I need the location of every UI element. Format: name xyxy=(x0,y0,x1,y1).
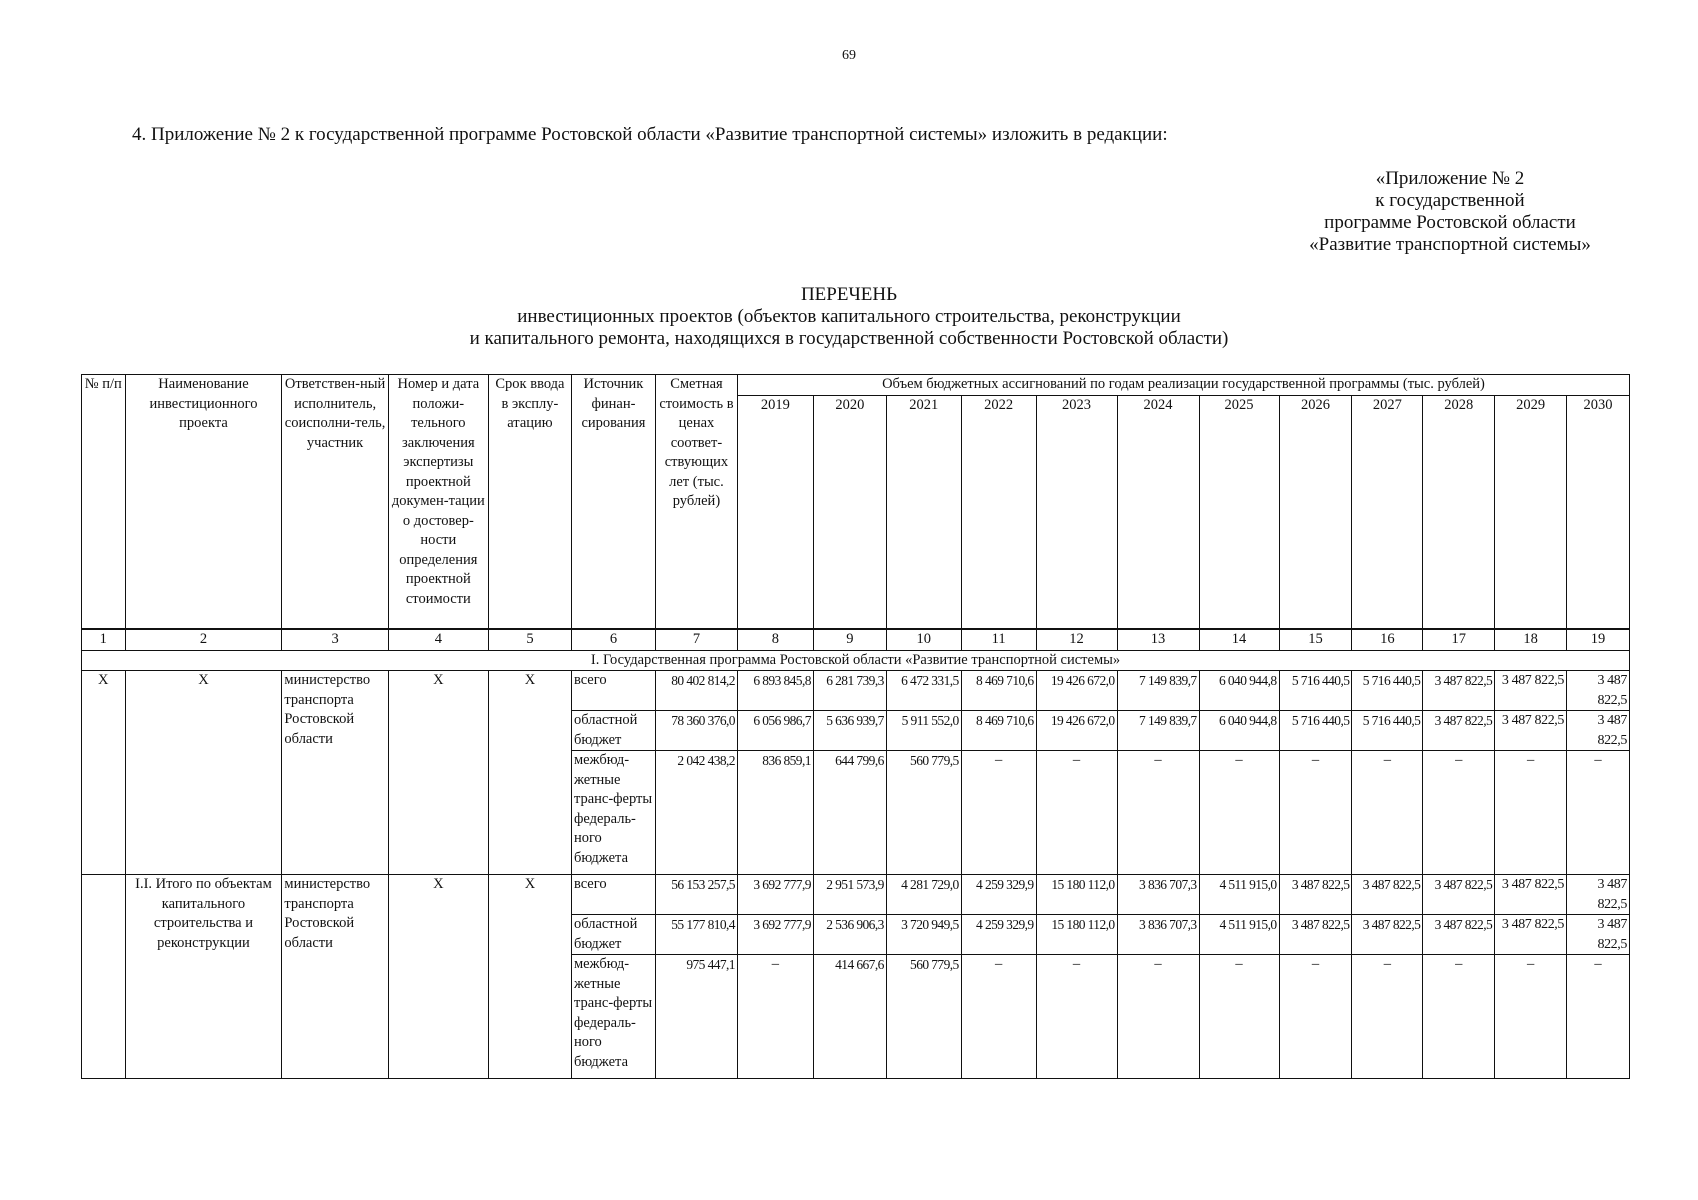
table-row xyxy=(82,671,1630,711)
column-number: 12 xyxy=(1036,629,1117,650)
cell-year-2021: 5 911 552,0 xyxy=(886,711,961,751)
cell-term: X xyxy=(488,875,571,1079)
appendix-caption xyxy=(1250,168,1650,256)
cell-year-2023: – xyxy=(1036,751,1117,875)
cell-year-2028: 3 487 822,5 xyxy=(1423,915,1495,955)
intro-paragraph: 4. Приложение № 2 к государственной программе Ростовской области «Развитие транспортной системы» изложить в редакции: xyxy=(132,124,1168,145)
cell-year-2020: 644 799,6 xyxy=(813,751,886,875)
cell-year-2024: 3 836 707,3 xyxy=(1117,915,1199,955)
column-number: 13 xyxy=(1117,629,1199,650)
header-year-2025: 2025 xyxy=(1199,395,1279,629)
cell-source: межбюд-жетные транс-ферты федераль-ного бюджета xyxy=(571,751,655,875)
cell-year-2024: – xyxy=(1117,751,1199,875)
column-number: 15 xyxy=(1279,629,1352,650)
cell-year-2029: 3 487 822,5 xyxy=(1495,875,1567,915)
appendix-line: «Развитие транспортной системы» xyxy=(1309,234,1591,255)
cell-year-2020: 2 951 573,9 xyxy=(813,875,886,915)
cell-year-2025: 4 511 915,0 xyxy=(1199,875,1279,915)
header-year-2019: 2019 xyxy=(737,395,813,629)
table-row xyxy=(82,875,1630,915)
column-number: 6 xyxy=(571,629,655,650)
cell-year-2021: 6 472 331,5 xyxy=(886,671,961,711)
cell-cost: 55 177 810,4 xyxy=(655,915,737,955)
column-number: 3 xyxy=(282,629,388,650)
document-title xyxy=(0,284,1698,350)
column-number: 16 xyxy=(1352,629,1423,650)
cell-year-2019: 6 056 986,7 xyxy=(737,711,813,751)
cell-year-2028: 3 487 822,5 xyxy=(1423,711,1495,751)
cell-project-name: X xyxy=(125,671,282,875)
cell-expertise: X xyxy=(388,875,488,1079)
cell-year-2021: 4 281 729,0 xyxy=(886,875,961,915)
cell-year-2020: 414 667,6 xyxy=(813,955,886,1079)
cell-year-2019: – xyxy=(737,955,813,1079)
cell-year-2030: 3 487 822,5 xyxy=(1567,671,1630,711)
cell-year-2022: 4 259 329,9 xyxy=(961,915,1036,955)
cell-year-2020: 2 536 906,3 xyxy=(813,915,886,955)
cell-year-2023: – xyxy=(1036,955,1117,1079)
header-year-2024: 2024 xyxy=(1117,395,1199,629)
cell-term: X xyxy=(488,671,571,875)
cell-year-2026: 5 716 440,5 xyxy=(1279,711,1352,751)
cell-cost: 2 042 438,2 xyxy=(655,751,737,875)
cell-year-2025: 4 511 915,0 xyxy=(1199,915,1279,955)
cell-num: X xyxy=(82,671,126,875)
header-cost: Сметная стоимость в ценах соответ-ствующих лет (тыс. рублей) xyxy=(655,375,737,630)
header-expertise: Номер и дата положи-тельного заключения экспертизы проектной докумен-тации о достовер-ности определения проектной стоимости xyxy=(388,375,488,630)
header-year-2021: 2021 xyxy=(886,395,961,629)
cell-year-2027: – xyxy=(1352,751,1423,875)
cell-year-2023: 19 426 672,0 xyxy=(1036,711,1117,751)
cell-year-2021: 560 779,5 xyxy=(886,751,961,875)
cell-year-2030: – xyxy=(1567,955,1630,1079)
cell-source: всего xyxy=(571,875,655,915)
appendix-line: программе Ростовской области xyxy=(1324,212,1576,233)
cell-year-2030: – xyxy=(1567,751,1630,875)
header-year-2027: 2027 xyxy=(1352,395,1423,629)
header-project-name: Наименование инвестиционного проекта xyxy=(125,375,282,630)
cell-year-2020: 5 636 939,7 xyxy=(813,711,886,751)
cell-year-2024: – xyxy=(1117,955,1199,1079)
column-number: 4 xyxy=(388,629,488,650)
column-number: 18 xyxy=(1495,629,1567,650)
cell-year-2021: 560 779,5 xyxy=(886,955,961,1079)
cell-year-2020: 6 281 739,3 xyxy=(813,671,886,711)
header-row xyxy=(82,375,1630,396)
header-year-2028: 2028 xyxy=(1423,395,1495,629)
column-number: 19 xyxy=(1567,629,1630,650)
column-numbers-row xyxy=(82,629,1630,650)
column-number: 8 xyxy=(737,629,813,650)
cell-year-2026: 3 487 822,5 xyxy=(1279,875,1352,915)
cell-year-2023: 15 180 112,0 xyxy=(1036,915,1117,955)
cell-year-2019: 3 692 777,9 xyxy=(737,875,813,915)
cell-year-2029: 3 487 822,5 xyxy=(1495,915,1567,955)
cell-year-2025: – xyxy=(1199,955,1279,1079)
header-responsible: Ответствен-ный исполнитель, соисполни-тель, участник xyxy=(282,375,388,630)
cell-year-2024: 7 149 839,7 xyxy=(1117,711,1199,751)
cell-year-2026: – xyxy=(1279,955,1352,1079)
header-term: Срок ввода в эксплу-атацию xyxy=(488,375,571,630)
cell-responsible: министерство транспорта Ростовской области xyxy=(282,671,388,875)
cell-year-2027: 3 487 822,5 xyxy=(1352,915,1423,955)
cell-year-2028: 3 487 822,5 xyxy=(1423,671,1495,711)
cell-year-2023: 19 426 672,0 xyxy=(1036,671,1117,711)
header-year-2022: 2022 xyxy=(961,395,1036,629)
cell-responsible: министерство транспорта Ростовской области xyxy=(282,875,388,1079)
cell-year-2025: – xyxy=(1199,751,1279,875)
cell-cost: 56 153 257,5 xyxy=(655,875,737,915)
cell-year-2019: 3 692 777,9 xyxy=(737,915,813,955)
appendix-line: «Приложение № 2 xyxy=(1375,168,1525,189)
cell-year-2029: – xyxy=(1495,751,1567,875)
cell-year-2026: – xyxy=(1279,751,1352,875)
cell-year-2029: – xyxy=(1495,955,1567,1079)
cell-year-2029: 3 487 822,5 xyxy=(1495,711,1567,751)
cell-year-2022: 8 469 710,6 xyxy=(961,711,1036,751)
header-num: № п/п xyxy=(82,375,126,630)
cell-year-2028: 3 487 822,5 xyxy=(1423,875,1495,915)
cell-year-2019: 836 859,1 xyxy=(737,751,813,875)
cell-year-2023: 15 180 112,0 xyxy=(1036,875,1117,915)
cell-year-2022: 8 469 710,6 xyxy=(961,671,1036,711)
column-number: 10 xyxy=(886,629,961,650)
page-number: 69 xyxy=(842,48,856,63)
cell-source: областной бюджет xyxy=(571,915,655,955)
column-number: 5 xyxy=(488,629,571,650)
header-source: Источник финан-сирования xyxy=(571,375,655,630)
cell-year-2027: 5 716 440,5 xyxy=(1352,711,1423,751)
section-row xyxy=(82,650,1630,671)
header-year-2020: 2020 xyxy=(813,395,886,629)
column-number: 11 xyxy=(961,629,1036,650)
cell-cost: 80 402 814,2 xyxy=(655,671,737,711)
cell-source: областной бюджет xyxy=(571,711,655,751)
section-title: I. Государственная программа Ростовской области «Развитие транспортной системы» xyxy=(82,650,1630,671)
cell-year-2030: 3 487 822,5 xyxy=(1567,875,1630,915)
header-year-2029: 2029 xyxy=(1495,395,1567,629)
cell-year-2019: 6 893 845,8 xyxy=(737,671,813,711)
cell-year-2024: 7 149 839,7 xyxy=(1117,671,1199,711)
cell-year-2026: 3 487 822,5 xyxy=(1279,915,1352,955)
cell-year-2025: 6 040 944,8 xyxy=(1199,711,1279,751)
header-year-2023: 2023 xyxy=(1036,395,1117,629)
cell-year-2025: 6 040 944,8 xyxy=(1199,671,1279,711)
header-volume: Объем бюджетных ассигнований по годам реализации государственной программы (тыс. рублей) xyxy=(737,375,1629,396)
cell-year-2022: 4 259 329,9 xyxy=(961,875,1036,915)
cell-year-2028: – xyxy=(1423,955,1495,1079)
investment-projects-table xyxy=(81,374,1630,1079)
cell-year-2028: – xyxy=(1423,751,1495,875)
column-number: 17 xyxy=(1423,629,1495,650)
title-line: и капитального ремонта, находящихся в государственной собственности Ростовской области) xyxy=(469,328,1229,349)
header-year-2026: 2026 xyxy=(1279,395,1352,629)
cell-source: межбюд-жетные транс-ферты федераль-ного бюджета xyxy=(571,955,655,1079)
title-heading: ПЕРЕЧЕНЬ xyxy=(800,284,898,305)
column-number: 2 xyxy=(125,629,282,650)
cell-year-2027: – xyxy=(1352,955,1423,1079)
cell-expertise: X xyxy=(388,671,488,875)
column-number: 9 xyxy=(813,629,886,650)
cell-year-2022: – xyxy=(961,751,1036,875)
cell-cost: 975 447,1 xyxy=(655,955,737,1079)
cell-num xyxy=(82,875,126,1079)
cell-year-2026: 5 716 440,5 xyxy=(1279,671,1352,711)
column-number: 14 xyxy=(1199,629,1279,650)
cell-year-2027: 5 716 440,5 xyxy=(1352,671,1423,711)
cell-year-2024: 3 836 707,3 xyxy=(1117,875,1199,915)
cell-year-2029: 3 487 822,5 xyxy=(1495,671,1567,711)
cell-year-2021: 3 720 949,5 xyxy=(886,915,961,955)
cell-year-2027: 3 487 822,5 xyxy=(1352,875,1423,915)
header-year-2030: 2030 xyxy=(1567,395,1630,629)
appendix-line: к государственной xyxy=(1375,190,1525,211)
column-number: 1 xyxy=(82,629,126,650)
cell-year-2030: 3 487 822,5 xyxy=(1567,711,1630,751)
title-line: инвестиционных проектов (объектов капитального строительства, реконструкции xyxy=(517,306,1181,327)
column-number: 7 xyxy=(655,629,737,650)
cell-source: всего xyxy=(571,671,655,711)
cell-year-2030: 3 487 822,5 xyxy=(1567,915,1630,955)
cell-project-name: I.I. Итого по объектам капитального строительства и реконструкции xyxy=(125,875,282,1079)
cell-year-2022: – xyxy=(961,955,1036,1079)
cell-cost: 78 360 376,0 xyxy=(655,711,737,751)
